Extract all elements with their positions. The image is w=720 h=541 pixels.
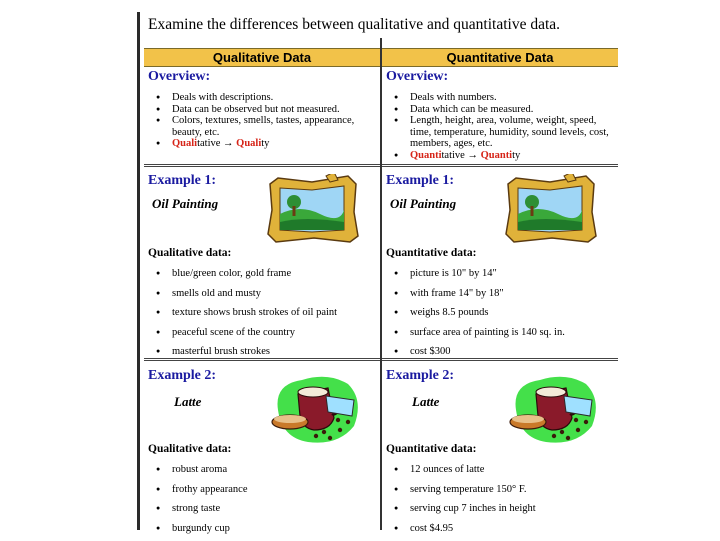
list-item: ● robust aroma xyxy=(156,463,378,483)
list-item: ● strong taste xyxy=(156,502,378,522)
qualitative-overview-list xyxy=(156,92,378,150)
section-divider xyxy=(144,164,380,167)
qualitative-word-prefix: Quali xyxy=(172,138,197,149)
worksheet xyxy=(137,12,624,530)
quality-word-prefix: Quali xyxy=(236,138,261,149)
qualitative-example2-list xyxy=(156,463,378,541)
framed-landscape-painting-icon xyxy=(264,174,360,244)
quantitative-example2-title: Example 2: xyxy=(386,368,454,384)
section-divider xyxy=(382,358,618,361)
arrow-icon: → xyxy=(467,150,478,161)
quantitative-word-prefix: Quanti xyxy=(410,150,442,161)
list-item: ● Deals with descriptions. xyxy=(156,92,378,104)
section-divider xyxy=(382,164,618,167)
qualitative-example1-data-title: Qualitative data: xyxy=(148,247,231,259)
comparison-table xyxy=(144,38,618,530)
list-item: ● masterful brush strokes xyxy=(156,345,378,365)
framed-landscape-painting-icon xyxy=(502,174,598,244)
qualitative-example1-title: Example 1: xyxy=(148,173,216,189)
qualitative-example2-title: Example 2: xyxy=(148,368,216,384)
list-item: ● with frame 14" by 18" xyxy=(394,287,616,307)
list-item: ● picture is 10" by 14" xyxy=(394,267,616,287)
section-divider xyxy=(144,358,380,361)
latte-cup-and-beans-icon xyxy=(268,370,364,448)
list-item: ● surface area of painting is 140 sq. in. xyxy=(394,326,616,346)
arrow-icon: → xyxy=(223,138,234,149)
latte-cup-and-beans-icon xyxy=(506,370,602,448)
list-item: ● cost $4.95 xyxy=(394,522,616,541)
quantitative-example1-data-title: Quantitative data: xyxy=(386,247,476,259)
quantitative-derivation xyxy=(394,150,616,162)
quantitative-column xyxy=(382,38,618,530)
qualitative-word-suffix: tative xyxy=(197,138,220,149)
list-item: ● Data which can be measured. xyxy=(394,104,616,116)
quality-word-suffix: ty xyxy=(261,138,269,149)
quantitative-example1-item: Oil Painting xyxy=(390,196,456,212)
quantitative-example1-title: Example 1: xyxy=(386,173,454,189)
list-item: ● burgundy cup xyxy=(156,522,378,541)
qualitative-header: Qualitative Data xyxy=(144,48,380,67)
qualitative-example2-item: Latte xyxy=(174,394,201,410)
qualitative-example1-item: Oil Painting xyxy=(152,196,218,212)
quantitative-example2-item: Latte xyxy=(412,394,439,410)
qualitative-example2-data-title: Qualitative data: xyxy=(148,443,231,455)
list-item: ● peaceful scene of the country xyxy=(156,326,378,346)
list-item: ● serving cup 7 inches in height xyxy=(394,502,616,522)
list-item: ● Data can be observed but not measured. xyxy=(156,104,378,116)
quantitative-example2-list xyxy=(394,463,616,541)
qualitative-derivation xyxy=(156,138,378,150)
qualitative-example1-list xyxy=(156,267,378,365)
list-item: ● cost $300 xyxy=(394,345,616,365)
list-item: ● smells old and musty xyxy=(156,287,378,307)
list-item: ● 12 ounces of latte xyxy=(394,463,616,483)
list-item: ● Length, height, area, volume, weight, speed, time, temperature, humidity, sound levels, cost, members, ages, etc. xyxy=(394,115,616,150)
list-item: ● Colors, textures, smells, tastes, appearance, beauty, etc. xyxy=(156,115,378,138)
quantitative-word-suffix: tative xyxy=(442,150,465,161)
quantitative-overview-list xyxy=(394,92,616,161)
quantity-word-suffix: ty xyxy=(512,150,520,161)
quantity-word-prefix: Quanti xyxy=(481,150,513,161)
page-title: Examine the differences between qualitative and quantitative data. xyxy=(148,14,618,36)
quantitative-overview-title: Overview: xyxy=(386,69,448,85)
list-item: ● Deals with numbers. xyxy=(394,92,616,104)
list-item: ● serving temperature 150° F. xyxy=(394,483,616,503)
list-item: ● blue/green color, gold frame xyxy=(156,267,378,287)
qualitative-column xyxy=(144,38,382,530)
quantitative-example1-list xyxy=(394,267,616,365)
quantitative-example2-data-title: Quantitative data: xyxy=(386,443,476,455)
qualitative-overview-title: Overview: xyxy=(148,69,210,85)
list-item: ● frothy appearance xyxy=(156,483,378,503)
quantitative-header: Quantitative Data xyxy=(382,48,618,67)
list-item: ● texture shows brush strokes of oil paint xyxy=(156,306,378,326)
list-item: ● weighs 8.5 pounds xyxy=(394,306,616,326)
